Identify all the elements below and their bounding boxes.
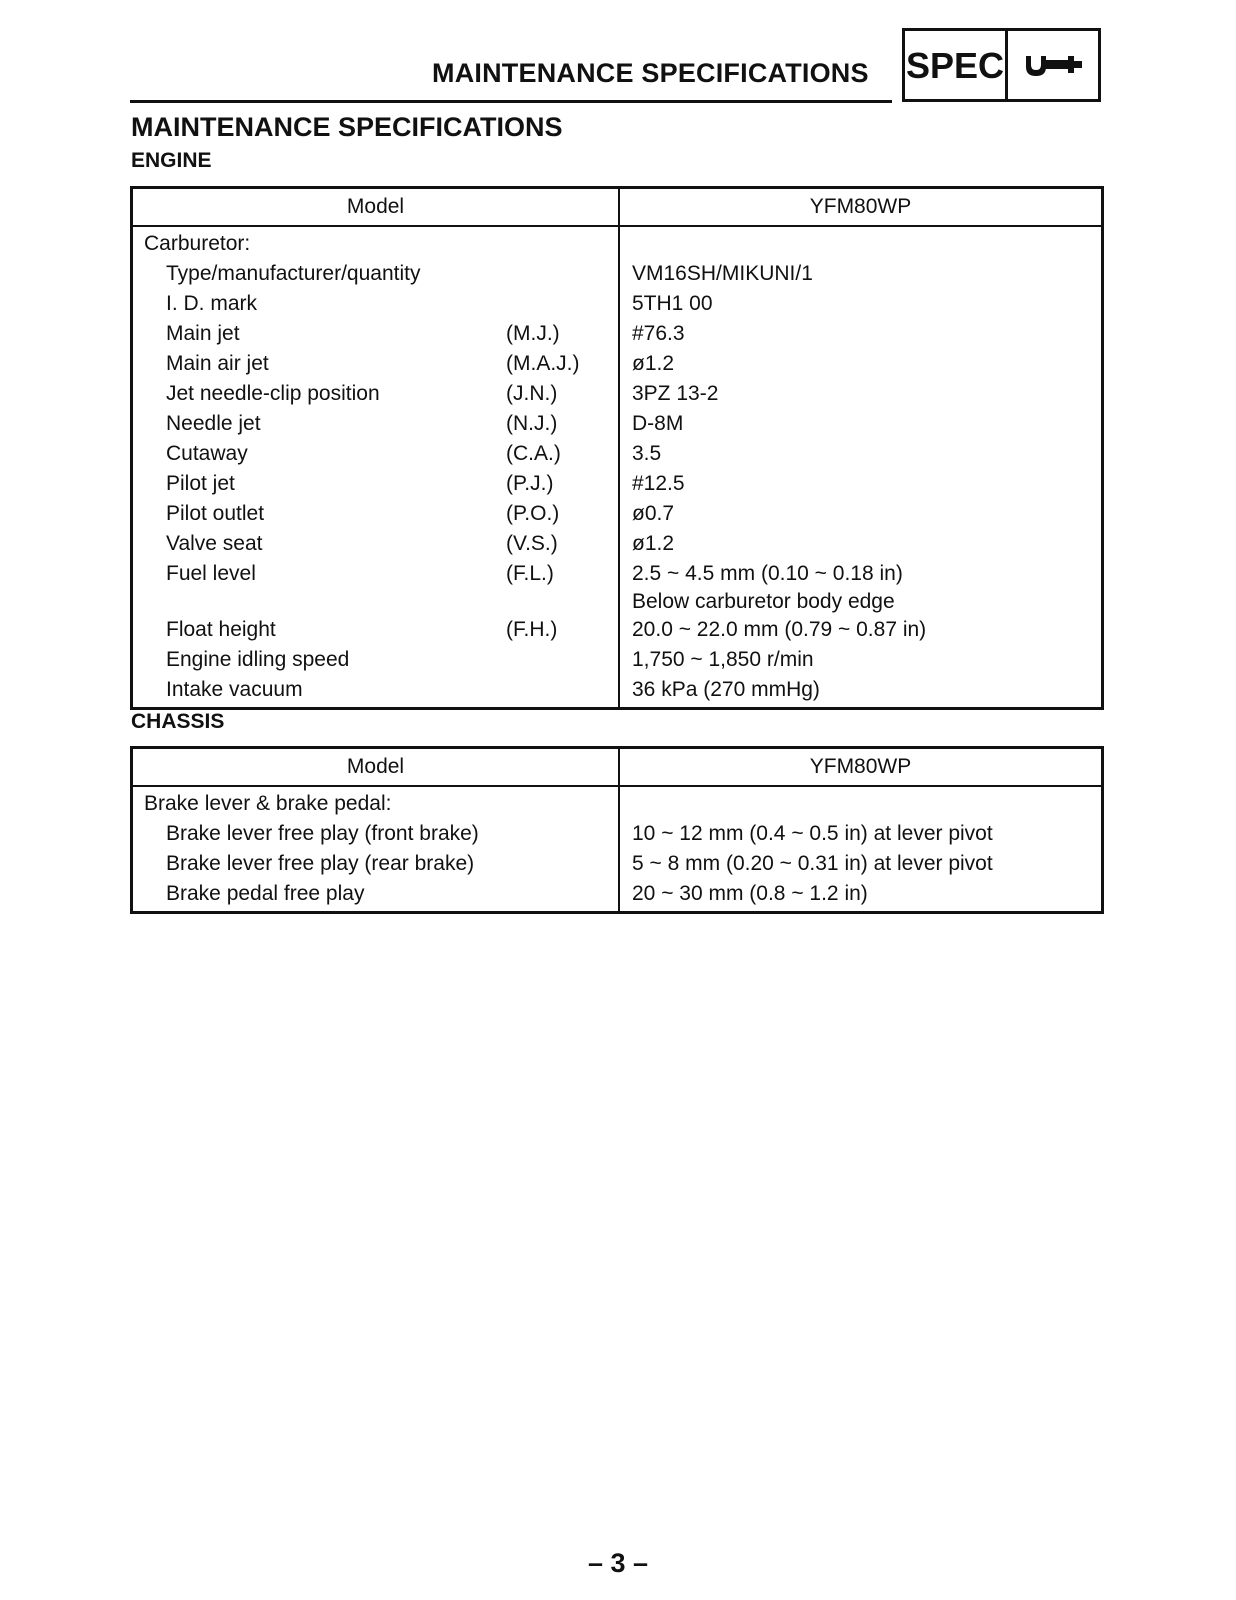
table-row-label: Brake lever free play (front brake)	[166, 822, 479, 845]
table-row-label: Brake lever free play (rear brake)	[166, 852, 475, 875]
table-row-label: Main air jet (M.A.J.)	[166, 352, 580, 375]
table-row-value	[620, 559, 1101, 615]
table-row-value: 36 kPa (270 mmHg)	[632, 678, 820, 701]
model-column-header: Model	[133, 189, 620, 225]
table-row-label: Main jet (M.J.)	[166, 322, 560, 345]
carburetor-group-label: Carburetor:	[144, 232, 251, 255]
table-row-value: #12.5	[632, 472, 685, 495]
yfm80wp-column-header: YFM80WP	[809, 755, 912, 778]
spec-label-column	[133, 787, 620, 911]
table-row-value: ø1.2	[632, 352, 675, 375]
spec-badge-label: SPEC	[905, 31, 1008, 99]
table-row-label: Cutaway (C.A.)	[166, 442, 561, 465]
brake-group-label: Brake lever & brake pedal:	[144, 792, 392, 815]
table-header-row	[133, 749, 1101, 787]
table-row-value: 10 ~ 12 mm (0.4 ~ 0.5 in) at lever pivot	[632, 822, 993, 845]
table-header-row	[133, 189, 1101, 227]
table-row-value: ø1.2	[632, 532, 675, 555]
table-row-label: Engine idling speed	[166, 648, 350, 671]
table-body	[133, 787, 1101, 911]
page-number: – 3 –	[587, 1548, 649, 1578]
spec-value-column	[620, 787, 1101, 911]
table-row-value: 5 ~ 8 mm (0.20 ~ 0.31 in) at lever pivot	[632, 852, 993, 875]
page-title: MAINTENANCE SPECIFICATIONS	[131, 112, 563, 142]
fuel-level-value: 2.5 ~ 4.5 mm (0.10 ~ 0.18 in)	[632, 562, 903, 585]
table-row-value: 20.0 ~ 22.0 mm (0.79 ~ 0.87 in)	[632, 618, 927, 641]
table-row-value: ø0.7	[632, 502, 675, 525]
table-row-value: 3.5	[632, 442, 662, 465]
table-row-label: Fuel level (F.L.)	[166, 562, 554, 585]
engine-section-label: ENGINE	[131, 149, 212, 172]
table-row-label: Jet needle-clip position (J.N.)	[166, 382, 558, 405]
table-row-value: 20 ~ 30 mm (0.8 ~ 1.2 in)	[632, 882, 868, 905]
table-row-value: D-8M	[632, 412, 684, 435]
spec-badge	[902, 28, 1101, 102]
yfm80wp-column-header: YFM80WP	[809, 195, 912, 218]
engine-spec-table	[130, 186, 1104, 710]
table-row-value	[620, 789, 1101, 819]
table-row-value	[620, 229, 1101, 259]
table-row-value: 5TH1 00	[632, 292, 713, 315]
model-column-header: Model	[133, 749, 620, 785]
table-row-label: Valve seat (V.S.)	[166, 532, 558, 555]
table-row-label: I. D. mark	[166, 292, 258, 315]
chassis-section-label: CHASSIS	[131, 710, 225, 733]
table-row-label: Pilot outlet (P.O.)	[166, 502, 560, 525]
table-row-label: Pilot jet (P.J.)	[166, 472, 554, 495]
table-row-label: Brake pedal free play	[166, 882, 365, 905]
running-header-title: MAINTENANCE SPECIFICATIONS	[432, 58, 869, 88]
table-row-label: Float height (F.H.)	[166, 618, 558, 641]
chassis-spec-table	[130, 746, 1104, 914]
fuel-level-note: Below carburetor body edge	[632, 590, 895, 613]
table-row-label: Intake vacuum	[166, 678, 303, 701]
spec-value-column	[620, 227, 1101, 707]
wrench-icon	[1008, 31, 1098, 99]
table-row-label: Type/manufacturer/quantity	[166, 262, 421, 285]
table-body	[133, 227, 1101, 707]
table-row-value: 1,750 ~ 1,850 r/min	[632, 648, 814, 671]
table-row-label: Needle jet (N.J.)	[166, 412, 558, 435]
table-row-value: 3PZ 13-2	[632, 382, 719, 405]
table-row-value: VM16SH/MIKUNI/1	[632, 262, 813, 285]
header-divider	[130, 100, 892, 103]
table-row-value: #76.3	[632, 322, 685, 345]
spec-label-column	[133, 227, 620, 707]
